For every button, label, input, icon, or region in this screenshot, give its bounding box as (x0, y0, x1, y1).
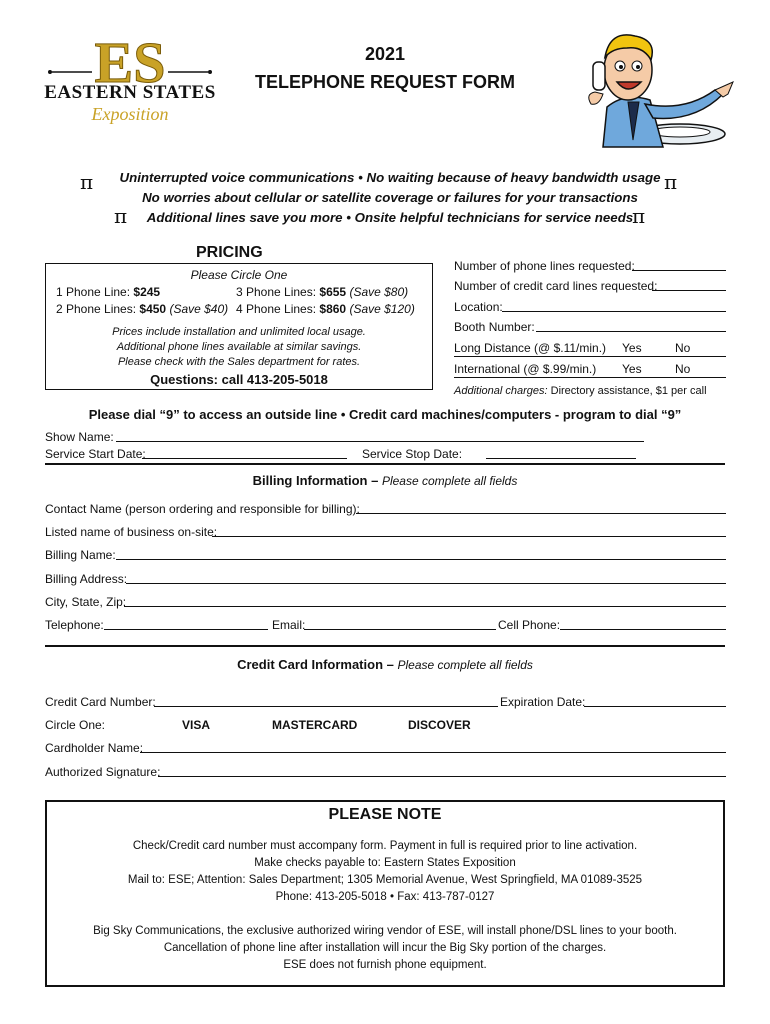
signature-label: Authorized Signature: (45, 765, 161, 779)
cardholder-field[interactable] (140, 752, 726, 753)
expiration-field[interactable] (584, 706, 726, 707)
service-stop-label: Service Stop Date: (362, 447, 463, 461)
business-name-label: Listed name of business on-site: (45, 525, 218, 539)
long-distance-rule (454, 356, 726, 357)
cell-phone-label: Cell Phone: (498, 618, 561, 632)
price-option-4[interactable]: 4 Phone Lines: $860 (Save $120) (236, 302, 415, 316)
international-label: International (@ $.99/min.) (454, 362, 597, 376)
credit-heading: Credit Card Information – Please complete all fields (237, 657, 533, 672)
pi-bullet-icon: π (80, 170, 94, 194)
location-label: Location: (454, 300, 503, 314)
circle-one-card-label: Circle One: (45, 718, 106, 732)
price-option-1[interactable]: 1 Phone Line: $245 (56, 285, 161, 299)
booth-field[interactable] (536, 331, 726, 332)
form-title: TELEPHONE REQUEST FORM (254, 72, 515, 92)
billing-address-label: Billing Address: (45, 572, 128, 586)
please-note-text: Check/Credit card number must accompany form. Payment in full is required prior to line activation. Make checks payable to: Eastern States Exposition Mail to: ESE; Attention: Sales Department; 1305 Memorial Avenue, West Springfield, MA 01089-3525 Phone: 413-205-5018 • Fax: 413-787-0127 Big Sky Communications, the exclusive authorized wiring vendor of ESE, will install phone/DSL lines to your booth. Cancellation of phone line after installation will incur the Big Sky portion of the charges. ESE does not furnish phone equipment. (93, 840, 677, 971)
price-option-3[interactable]: 3 Phone Lines: $655 (Save $80) (236, 285, 409, 299)
section-divider (45, 463, 725, 465)
location-field[interactable] (502, 311, 726, 312)
visa-option[interactable]: VISA (182, 718, 211, 732)
benefit-line: No worries about cellular or satellite coverage or failures for your transactions (142, 190, 638, 205)
service-stop-field[interactable] (486, 458, 636, 459)
telephone-field[interactable] (104, 629, 268, 630)
signature-field[interactable] (158, 776, 726, 777)
billing-heading: Billing Information – Please complete all fields (252, 473, 518, 488)
long-distance-label: Long Distance (@ $.11/min.) (454, 341, 607, 355)
contact-name-label: Contact Name (person ordering and responsible for billing): (45, 502, 360, 516)
questions-phone: Questions: call 413-205-5018 (150, 372, 328, 387)
logo-subtitle: Exposition (91, 104, 169, 124)
benefit-line: Additional lines save you more • Onsite helpful technicians for service needs (146, 210, 634, 225)
phone-lines-label: Number of phone lines requested: (454, 259, 635, 273)
pricing-notes: Prices include installation and unlimited local usage. Additional phone lines available at similar savings. Please check with the Sales department for rates. (112, 326, 366, 368)
show-name-field[interactable] (116, 441, 644, 442)
international-rule (454, 377, 726, 378)
mastercard-option[interactable]: MASTERCARD (272, 718, 358, 732)
circle-one-label: Please Circle One (190, 268, 288, 282)
cc-lines-field[interactable] (652, 290, 726, 291)
logo-name: EASTERN STATES (44, 82, 216, 103)
section-divider (45, 645, 725, 647)
city-state-zip-label: City, State, Zip: (45, 595, 127, 609)
international-no[interactable]: No (675, 362, 691, 376)
email-field[interactable] (304, 629, 496, 630)
form-year: 2021 (364, 44, 406, 64)
phone-lines-field[interactable] (632, 270, 726, 271)
dial-nine-note: Please dial “9” to access an outside line • Credit card machines/computers - program to dial “9” (88, 407, 682, 422)
discover-option[interactable]: DISCOVER (408, 718, 471, 732)
pi-bullet-icon: π (632, 204, 646, 228)
expiration-label: Expiration Date: (500, 695, 586, 709)
pricing-heading: PRICING (196, 244, 263, 261)
billing-name-field[interactable] (116, 559, 726, 560)
please-note-heading: PLEASE NOTE (328, 806, 442, 823)
city-state-zip-field[interactable] (124, 606, 726, 607)
benefits-list (110, 168, 670, 228)
telephone-label: Telephone: (45, 618, 104, 632)
business-name-field[interactable] (212, 536, 726, 537)
service-start-label: Service Start Date: (45, 447, 146, 461)
card-number-field[interactable] (154, 706, 498, 707)
contact-name-field[interactable] (356, 513, 726, 514)
long-distance-yes[interactable]: Yes (622, 341, 642, 355)
pi-bullet-icon: π (114, 204, 128, 228)
email-label: Email: (272, 618, 306, 632)
benefit-line: Uninterrupted voice communications • No waiting because of heavy bandwidth usage (119, 170, 661, 185)
service-start-field[interactable] (142, 458, 347, 459)
show-name-label: Show Name: (45, 430, 114, 444)
price-option-2[interactable]: 2 Phone Lines: $450 (Save $40) (56, 302, 229, 316)
additional-charges: Additional charges: Directory assistance, $1 per call (454, 385, 707, 397)
svg-text:ES: ES (94, 30, 166, 95)
cc-lines-label: Number of credit card lines requested: (454, 279, 658, 293)
pi-bullet-icon: π (664, 170, 678, 194)
phone-man-illustration (565, 22, 740, 157)
long-distance-no[interactable]: No (675, 341, 691, 355)
cardholder-label: Cardholder Name: (45, 741, 144, 755)
billing-name-label: Billing Name: (45, 548, 116, 562)
booth-label: Booth Number: (454, 320, 535, 334)
card-number-label: Credit Card Number: (45, 695, 156, 709)
cell-phone-field[interactable] (560, 629, 726, 630)
billing-address-field[interactable] (126, 583, 726, 584)
international-yes[interactable]: Yes (622, 362, 642, 376)
